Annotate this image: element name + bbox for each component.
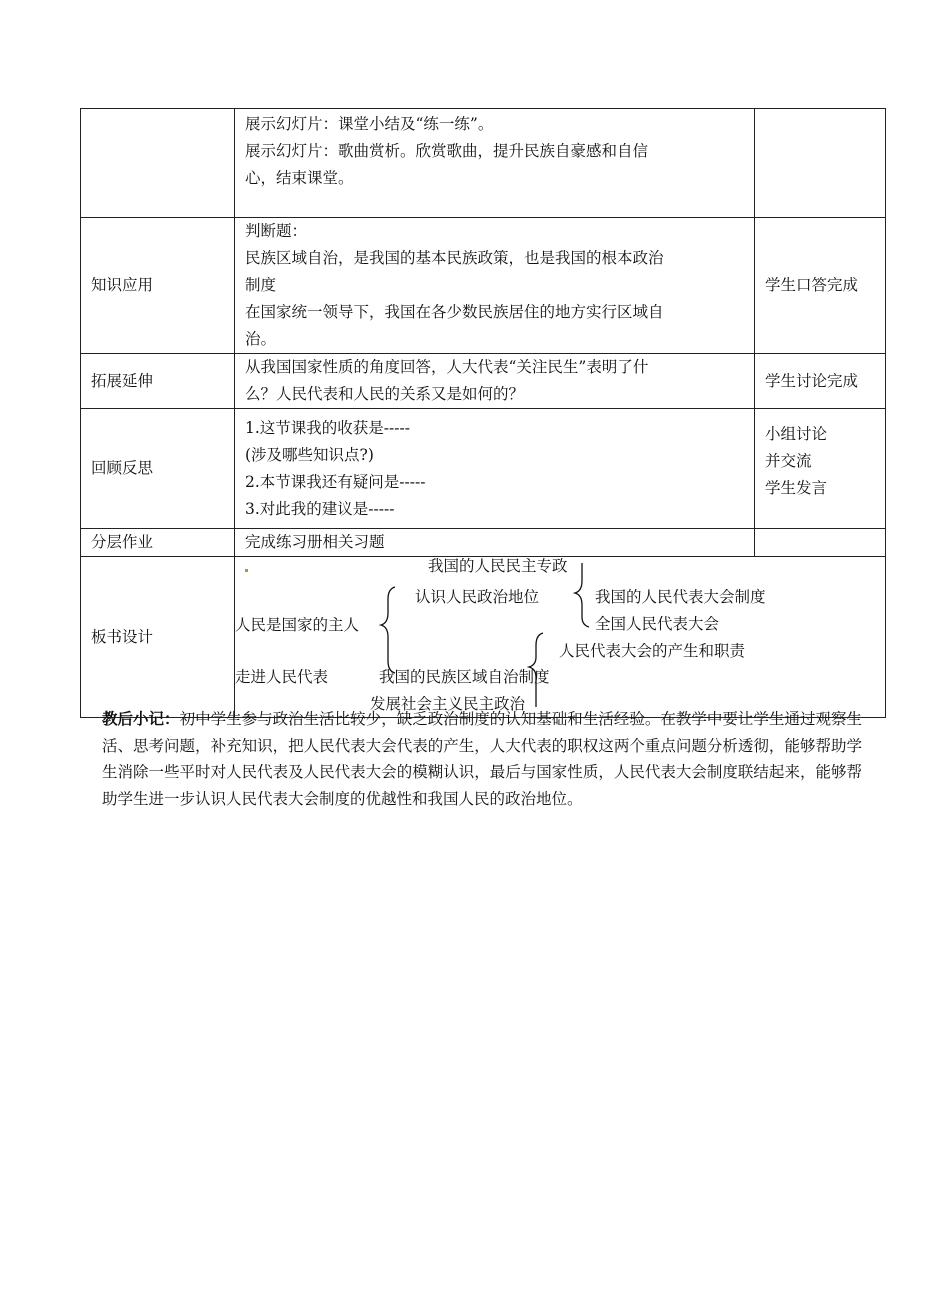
content-line: 民族区域自治，是我国的基本民族政策，也是我国的根本政治 [245,249,664,267]
stage-cell [81,109,235,218]
postnote-label: 教后小记： [102,709,180,728]
activity-line: 并交流 [765,452,812,470]
content-cell [235,109,755,218]
board-root: 人民是国家的主人 [235,616,360,634]
content-line: 在国家统一领导下，我国在各少数民族居住的地方实行区域自 [245,303,664,321]
brace-top [575,563,589,627]
table-row [81,218,886,354]
post-lesson-notes [102,706,862,812]
table-row [81,109,886,218]
content-line: 制度 [245,276,277,294]
board-braces [225,557,865,717]
content-line: 治。 [245,330,277,348]
board-a1: 我国的人民民主专政 [428,557,568,575]
table-row [81,557,886,718]
board-a3: 全国人民代表大会 [595,615,720,633]
activity-line: 学生发言 [765,479,828,497]
brace-bottom [529,633,543,707]
content-cell [235,409,755,529]
stage-cell: 拓展延伸 [81,354,235,409]
brace-main [381,587,395,673]
content-cell: 完成练习册相关习题 [235,529,755,557]
board-b1: 我国的民族区域自治制度 [379,668,550,686]
stage-cell: 知识应用 [81,218,235,354]
lesson-plan-table [80,108,886,718]
activity-cell [755,529,886,557]
board-branch-a: 认识人民政治地位 [415,588,540,606]
table-row [81,529,886,557]
content-line: (涉及哪些知识点?) [245,445,374,464]
table-row [81,354,886,409]
stage-cell: 分层作业 [81,529,235,557]
content-cell [235,354,755,409]
board-design-cell [235,557,886,718]
content-line: 展示幻灯片：课堂小结及“练一练”。 [245,115,494,133]
stage-cell: 回顾反思 [81,409,235,529]
activity-line: 小组讨论 [765,425,828,443]
activity-cell: 学生口答完成 [755,218,886,354]
board-diagram [225,557,895,717]
content-cell [235,218,755,354]
activity-cell [755,409,886,529]
board-a2: 我国的人民代表大会制度 [595,588,766,606]
content-line: 展示幻灯片：歌曲赏析。欣赏歌曲，提升民族自豪感和自信 [245,142,649,160]
board-left2: 走进人民代表 [235,668,329,686]
stage-cell: 板书设计 [81,557,235,718]
activity-cell [755,109,886,218]
content-line: 从我国国家性质的角度回答，人大代表“关注民生”表明了什 [245,358,649,376]
activity-cell: 学生讨论完成 [755,354,886,409]
content-line: 1.这节课我的收获是----- [245,418,410,437]
content-line: 判断题： [245,222,308,240]
postnote-text: 初中学生参与政治生活比较少，缺乏政治制度的认知基础和生活经验。在教学中要让学生通过观察生活、思考问题，补充知识，把人民代表大会代表的产生，人大代表的职权这两个重点问题分析透彻，能够帮助学生消除一些平时对人民代表及人民代表大会的模糊认识，最后与国家性质，人民代表大会制度联结起来，能够帮助学生进一步认识人民代表大会制度的优越性和我国人民的政治地位。 [102,710,862,808]
content-line: 3.对此我的建议是----- [245,499,395,518]
board-b2: 发展社会主义民主政治 [370,695,526,713]
content-line: 么？人民代表和人民的关系又是如何的？ [245,385,525,403]
content-line: 心，结束课堂。 [245,169,354,187]
board-a4: 人民代表大会的产生和职责 [559,642,746,660]
content-line: 2.本节课我还有疑问是----- [245,472,426,491]
table-row [81,409,886,529]
